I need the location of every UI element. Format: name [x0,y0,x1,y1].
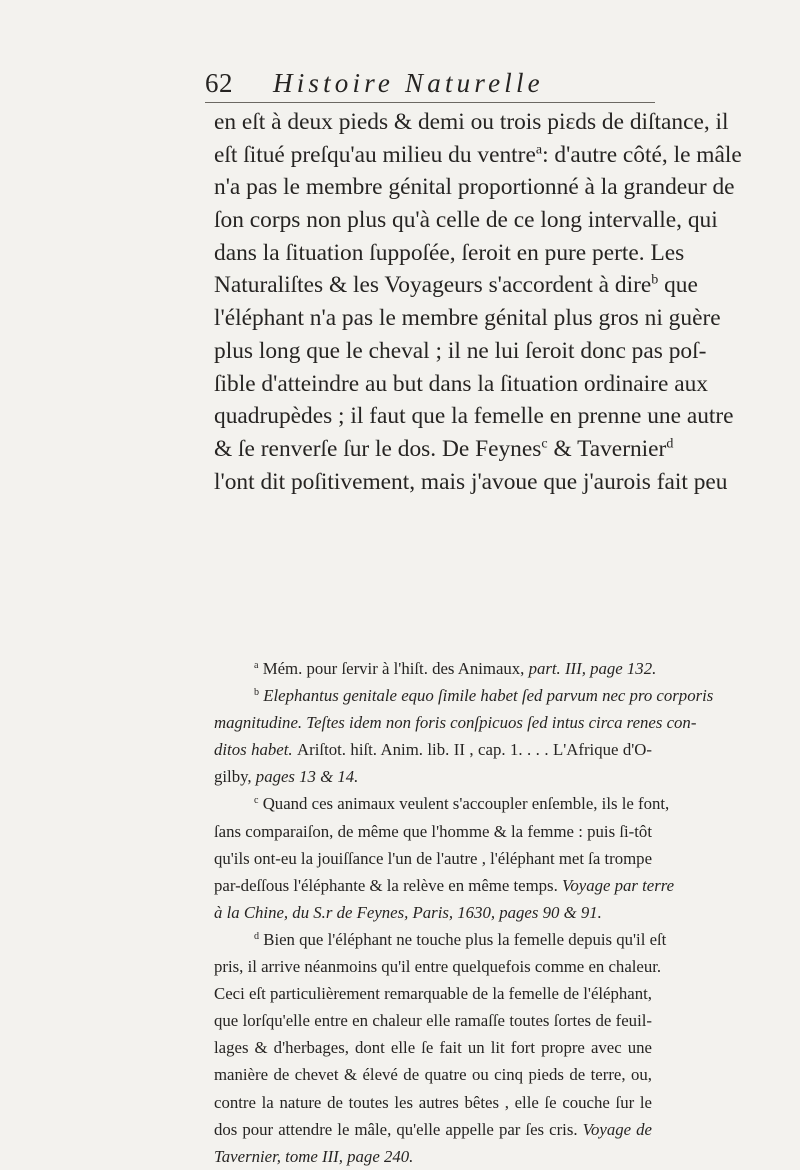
text-line: plus long que le cheval ; il ne lui ſeroit donc pas poſ- [214,337,707,364]
note-line: ſans comparaiſon, de même que l'homme & la femme : puis ſi-tôt [214,821,652,841]
note-reference: Tavernier, tome III, page 240. [214,1146,414,1166]
note-text: Bien que l'éléphant ne touche plus la femelle depuis qu'il eſt [263,929,667,949]
note-quote: ditos habet. [214,740,298,760]
note-quote: magnitudine. Teſtes idem non foris conſpicuos ſed intus circa renes con- [214,713,697,733]
note-text: gilby, [214,767,256,787]
footnote-c [214,790,670,817]
text-fragment: & ſe renverſe ſur le dos. De Feynes [214,435,542,462]
note-quote: Elephantus genitale equo ſimile habet ſed parvum nec pro corporis [263,686,714,706]
note-text: Mém. pour ſervir à l'hiſt. des Animaux, [262,659,529,678]
text-line: ſon corps non plus qu'à celle de ce long intervalle, qui [214,207,718,234]
footnote-marker-a: a [535,141,543,158]
footnote-b [214,682,714,709]
footnote-marker-d: d [666,435,674,452]
text-line: l'ont dit poſitivement, mais j'avoue que j'aurois fait peu [214,468,728,495]
text-line [214,433,674,466]
note-line: que lorſqu'elle entre en chaleur elle ramaſſe toutes ſortes de feuil- [214,1011,652,1031]
note-line: Ceci eſt particulièrement remarquable de la femelle de l'éléphant, [214,984,652,1004]
note-line: manière de chevet & élevé de quatre ou cinq pieds de terre, ou, [214,1065,652,1085]
note-reference: Voyage de [582,1119,653,1139]
text-line: quadrupèdes ; il faut que la femelle en prenne une autre [214,403,734,430]
footnote-label-b: b [254,687,260,699]
text-fragment: & Tavernier [547,435,667,462]
note-line: qu'ils ont-eu la jouiſſance l'un de l'autre , l'éléphant met ſa trompe [214,848,653,868]
footnote-label-c: c [254,795,259,807]
footnote-marker-b: b [651,272,659,289]
footnotes [214,655,714,1170]
note-reference: à la Chine, du S.r de Feynes, Paris, 1630, pages 90 & 91. [214,902,602,922]
running-title: Histoire Naturelle [273,68,544,98]
footnote-label-a: a [254,659,259,671]
text-line: ſible d'atteindre au but dans la ſituation ordinaire aux [214,370,708,397]
main-text [214,106,742,498]
text-fragment: : d'autre côté, le mâle [542,141,742,168]
text-line [214,139,742,172]
text-line: dans la ſituation ſuppoſée, ſeroit en pure perte. Les [214,239,685,266]
note-line: pris, il arrive néanmoins qu'il entre quelquefois comme en chaleur. [214,957,662,977]
note-line [214,736,652,763]
footnote-a [214,655,657,682]
text-line: en eſt à deux pieds & demi ou trois pi⁠ɛds de diſtance, il [214,109,729,135]
text-line: n'a pas le membre génital proportionné à la grandeur de [214,174,735,201]
footnote-d [214,926,667,953]
note-text: par-deſſous l'éléphante & la relève en même temps. [214,875,562,895]
note-text: Ariſtot. hiſt. Anim. lib. II , cap. 1. . . . L'Afrique d'O- [297,740,652,760]
text-fragment: que [658,272,698,299]
note-line [214,872,675,899]
note-line [214,1116,652,1143]
text-fragment: Naturaliſtes & les Voyageurs s'accordent à dire [214,272,652,299]
note-line [214,763,652,790]
note-line [214,709,697,736]
note-line [214,899,652,926]
running-header [205,68,655,103]
note-text: Quand ces animaux veulent s'accoupler enſemble, ils le font, [262,794,670,814]
note-line: contre la nature de toutes les autres bêtes , elle ſe couche ſur le [214,1092,652,1112]
page-number: 62 [205,68,233,98]
note-line [214,1143,652,1170]
note-line: lages & d'herbages, dont elle ſe fait un lit fort propre avec une [214,1038,652,1058]
text-fragment: eſt ſitué preſqu'au milieu du ventre [214,141,536,168]
note-reference: part. III, page 132. [528,659,657,678]
text-line: l'éléphant n'a pas le membre génital plus gros ni guère [214,305,721,332]
note-reference: pages 13 & 14. [255,767,359,787]
text-line [214,269,698,302]
note-text: dos pour attendre le mâle, qu'elle appelle par ſes cris. [214,1119,583,1139]
footnote-label-d: d [254,930,260,942]
note-reference: Voyage par terre [561,875,675,895]
footnote-marker-c: c [541,435,548,452]
